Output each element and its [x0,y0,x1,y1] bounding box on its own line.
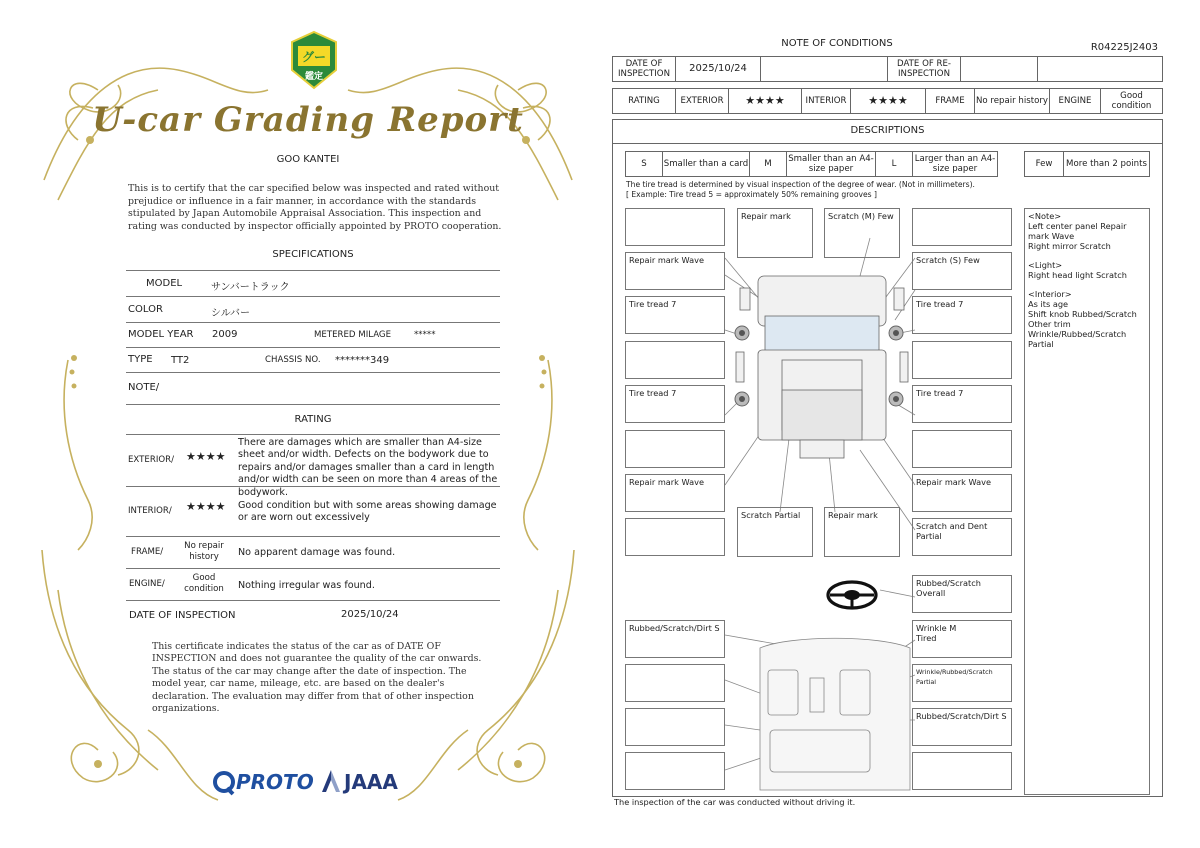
mileage-label: METERED MILAGE [314,330,392,340]
exterior-stars: ★★★★ [186,450,226,463]
damage-box [625,430,725,468]
notes-panel [1024,208,1150,795]
damage-box [912,752,1012,790]
svg-text:グー: グー [301,50,327,64]
frame-description: No apparent damage was found. [238,547,396,558]
interior-label: INTERIOR [801,88,851,114]
interior-heading: <Interior> [1028,289,1072,299]
damage-box: Scratch Partial [737,507,813,557]
legend-few: Few [1024,151,1064,177]
interior-item: As its age [1028,299,1069,309]
divider [126,536,500,537]
model-label: MODEL [146,278,183,289]
damage-box [625,708,725,746]
divider [126,347,500,348]
proto-logo: PROTO [236,770,314,794]
chassis-label: CHASSIS NO. [265,355,321,365]
damage-box: Repair mark [737,208,813,258]
model-year-value: 2009 [212,329,238,340]
damage-box [625,518,725,556]
proto-logo-icon [211,770,237,796]
damage-box: Tire tread 7 [625,385,725,423]
mileage-value: ***** [414,330,436,340]
model-value: サンバートラック [211,282,290,293]
damage-box [912,430,1012,468]
damage-box: Repair mark Wave [625,252,725,290]
divider [126,404,500,405]
damage-text: Tired [916,633,937,643]
notes-item: Left center panel Repair mark Wave [1028,221,1127,241]
engine-description: Nothing irregular was found. [238,580,375,591]
damage-box: Tire tread 7 [912,296,1012,334]
damage-text: Wrinkle M [916,623,957,633]
legend-m-desc: Smaller than an A4-size paper [786,151,876,177]
exterior-label: EXTERIOR/ [128,455,174,465]
damage-box [625,208,725,246]
damage-box [912,341,1012,379]
date-of-inspection-value: 2025/10/24 [341,609,399,620]
steering-wheel-icon [828,582,876,608]
damage-box [625,752,725,790]
engine-value: Good condition [1100,88,1163,114]
legend-l-desc: Larger than an A4-size paper [912,151,998,177]
frame-value: No repair history [974,88,1050,114]
legend-more: More than 2 points [1063,151,1150,177]
light-heading: <Light> [1028,260,1063,270]
reinspection-label: DATE OF RE-INSPECTION [887,56,961,82]
interior-stars: ★★★★ [186,500,226,513]
tire-example: [ Example: Tire tread 5 = approximately 50% remaining grooves ] [626,190,877,199]
damage-box: Repair mark Wave [912,474,1012,512]
divider [126,600,500,601]
report-subtitle: GOO KANTEI [276,154,340,165]
damage-box [912,620,1012,658]
date-of-inspection-label: DATE OF INSPECTION [612,56,676,82]
note-of-conditions [610,30,1166,820]
frame-value: No repair history [184,541,224,562]
damage-box: Scratch (M) Few [824,208,900,258]
grading-certificate [38,30,578,820]
damage-box: Rubbed/Scratch/Dirt S [912,708,1012,746]
legend-m: M [749,151,787,177]
legend-l: L [875,151,913,177]
interior-stars: ★★★★ [850,88,926,114]
note-label: NOTE/ [128,382,160,393]
exterior-label: EXTERIOR [675,88,729,114]
type-label: TYPE [128,354,153,365]
type-value: TT2 [171,355,190,366]
certificate-footer: This certificate indicates the status of the car as of DATE OF INSPECTION and does not guarantee the quality of the car onwards. The status of the car may change after the date of inspection. The model year, car name, mileage, etc. are based on the dealer's declaration. The evaluation may differ from that of other inspection organizations. [152,641,482,715]
damage-box: Scratch and Dent Partial [912,518,1012,556]
damage-box [625,341,725,379]
damage-box [912,208,1012,246]
damage-box [625,664,725,702]
date-of-inspection-value: 2025/10/24 [675,56,761,82]
frame-label: FRAME [925,88,975,114]
divider [126,322,500,323]
notes-item: Right mirror Scratch [1028,241,1111,251]
engine-label: ENGINE/ [129,579,165,589]
color-value: シルバー [211,308,251,319]
divider [126,486,500,487]
damage-box: Tire tread 7 [625,296,725,334]
intro-paragraph: This is to certify that the car specified below was inspected and rated without prejudice or influence in a fair manner, in accordance with the standards stipulated by Japan Automobile Appraisal Association. This inspection and rating was conducted by inspector officially appointed by PROTO cooperation. [128,183,502,232]
note-title: NOTE OF CONDITIONS [781,38,893,49]
interior-item: Shift knob Rubbed/Scratch [1028,309,1137,319]
interior-item: Wrinkle/Rubbed/Scratch [1028,329,1127,339]
legend-s: S [625,151,663,177]
interior-item: Other trim [1028,319,1071,329]
frame-label: FRAME/ [131,547,164,557]
color-label: COLOR [128,304,163,315]
jaaa-logo: JAAA [344,770,398,794]
engine-value: Good condition [184,573,224,594]
date-of-inspection-label: DATE OF INSPECTION [129,610,236,621]
exterior-stars: ★★★★ [728,88,802,114]
exterior-description: There are damages which are smaller than A4-size sheet and/or width. Defects on the bodywork due to repairs and/or damages smaller than a card in length and/or width can be seen on more than 4 areas of the bodywork. [238,437,498,498]
rating-heading: RATING [294,414,332,425]
damage-box: Repair mark [824,507,900,557]
damage-box: Rubbed/Scratch Overall [912,575,1012,613]
legend-s-desc: Smaller than a card [662,151,750,177]
model-year-label: MODEL YEAR [128,329,194,340]
tire-note: The tire tread is determined by visual inspection of the degree of wear. (Not in millimeters). [626,180,975,189]
interior-label: INTERIOR/ [128,506,172,516]
damage-box: Repair mark Wave [625,474,725,512]
divider [126,270,500,271]
specifications-heading: SPECIFICATIONS [272,249,354,260]
damage-box: Tire tread 7 [912,385,1012,423]
note-footer: The inspection of the car was conducted without driving it. [614,797,856,807]
jaaa-logo-icon [320,768,342,796]
damage-box: Rubbed/Scratch/Dirt S [625,620,725,658]
chassis-value: *******349 [335,355,390,366]
divider [126,372,500,373]
rating-label: RATING [612,88,676,114]
svg-text:鑑定: 鑑定 [304,72,324,82]
interior-description: Good condition but with some areas showing damage or are worn out excessively [238,500,497,524]
engine-label: ENGINE [1049,88,1101,114]
notes-heading: <Note> [1028,211,1062,221]
divider [126,434,500,435]
light-item: Right head light Scratch [1028,270,1127,280]
divider [126,568,500,569]
goo-kantei-badge [288,30,340,92]
damage-box: Wrinkle/Rubbed/Scratch Partial [912,664,1012,702]
report-title: U-car Grading Report [92,100,524,140]
interior-item: Partial [1028,339,1054,349]
damage-box: Scratch (S) Few [912,252,1012,290]
descriptions-heading: DESCRIPTIONS [612,119,1163,144]
report-id: R04225J2403 [1090,42,1158,53]
divider [126,296,500,297]
